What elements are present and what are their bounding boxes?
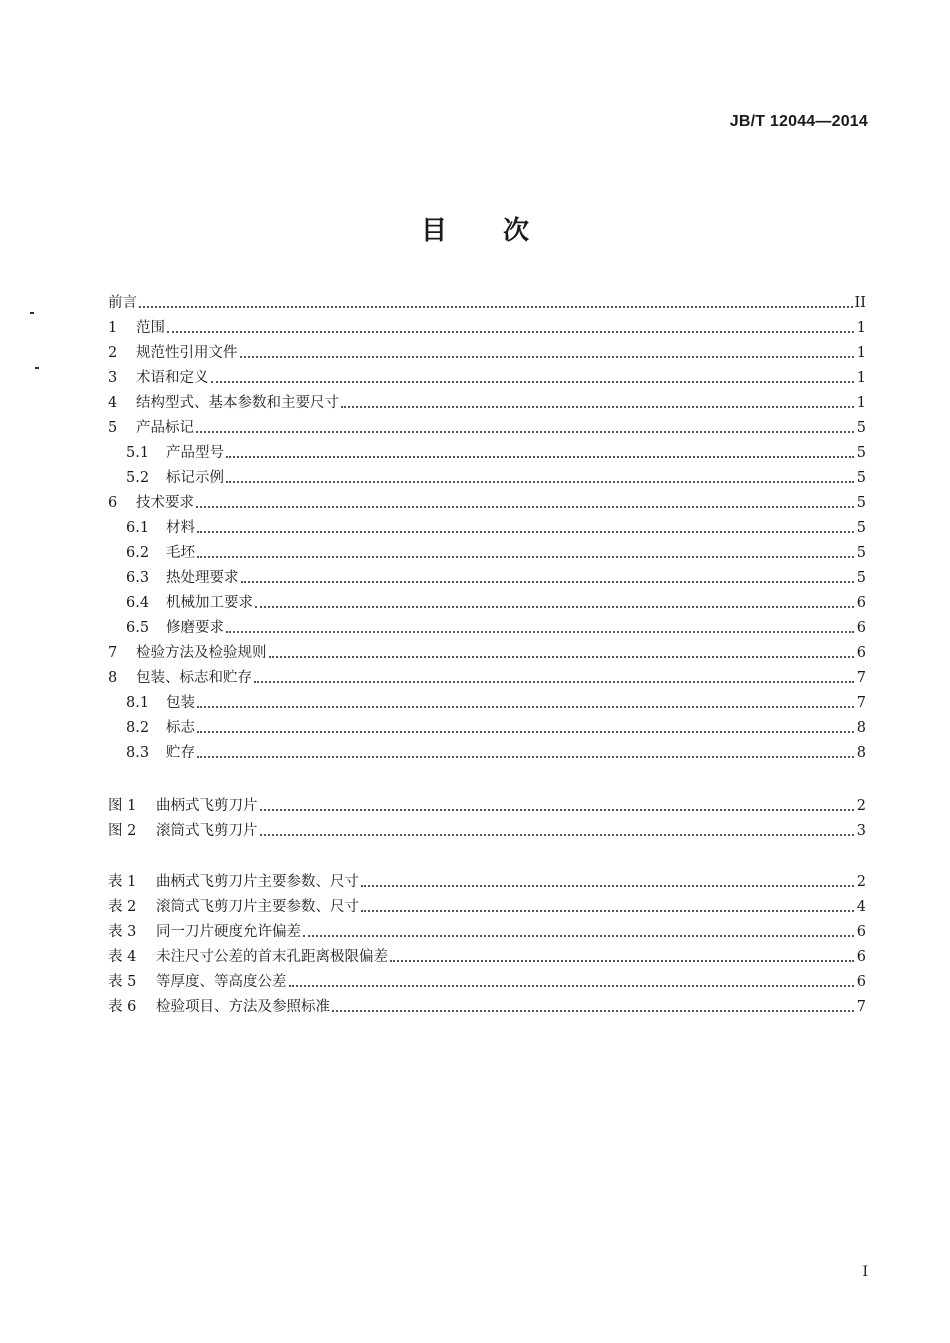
toc-entry-label: 机械加工要求	[166, 595, 253, 611]
leader-dots	[197, 706, 854, 708]
leader-dots	[167, 331, 854, 333]
toc-entry[interactable]	[108, 666, 866, 691]
toc-entry-page: 1	[856, 370, 866, 386]
standard-code: JB/T 12044—2014	[729, 113, 868, 130]
toc-entry-page: 6	[856, 924, 866, 940]
toc-entry-label: 产品标记	[136, 420, 194, 436]
toc-entry-label: 检验方法及检验规则	[136, 645, 267, 661]
toc-entry-page: 8	[856, 745, 866, 761]
leader-dots	[303, 935, 854, 937]
toc-entry-label: 结构型式、基本参数和主要尺寸	[136, 395, 339, 411]
toc-entry-label: 毛坯	[166, 545, 195, 561]
toc-entry-label: 范围	[136, 320, 165, 336]
leader-dots	[226, 481, 854, 483]
toc-figures	[108, 794, 866, 844]
leader-dots	[332, 1010, 854, 1012]
toc-entry[interactable]	[108, 616, 866, 641]
toc-entry-page: 1	[856, 395, 866, 411]
toc-entry-page: 5	[856, 495, 866, 511]
toc-entry[interactable]	[108, 691, 866, 716]
toc-entry-label: 滚筒式飞剪刀片	[156, 823, 258, 839]
toc-entry-label: 包装	[166, 695, 195, 711]
toc-entry-number: 1	[108, 320, 118, 336]
toc-entry-label: 前言	[108, 295, 137, 311]
toc-entry-number: 表 1	[108, 874, 137, 890]
toc-entry-number: 5.2	[126, 470, 150, 486]
toc-entry[interactable]	[108, 566, 866, 591]
toc-table-entry[interactable]	[108, 870, 866, 895]
toc-entry-page: 1	[856, 320, 866, 336]
toc-entry-page: 5	[856, 420, 866, 436]
toc-entry[interactable]	[108, 316, 866, 341]
toc-entry[interactable]	[108, 466, 866, 491]
toc-entry[interactable]	[108, 641, 866, 666]
toc-entry-label: 规范性引用文件	[136, 345, 238, 361]
leader-dots	[289, 985, 855, 987]
toc-entry-label: 滚筒式飞剪刀片主要参数、尺寸	[156, 899, 359, 915]
toc-entry-page: 5	[856, 445, 866, 461]
toc-entry-number: 6.2	[126, 545, 150, 561]
toc-entry-number: 图 1	[108, 798, 137, 814]
toc-entry-number: 4	[108, 395, 118, 411]
leader-dots	[241, 581, 855, 583]
toc-entry-page: 6	[856, 645, 866, 661]
toc-entry-number: 5	[108, 420, 118, 436]
toc-entry-page: 8	[856, 720, 866, 736]
leader-dots	[226, 631, 854, 633]
toc-entry-page: 5	[856, 570, 866, 586]
toc-entry-page: 7	[856, 999, 866, 1015]
toc-table-entry[interactable]	[108, 970, 866, 995]
toc-entry-label: 产品型号	[166, 445, 224, 461]
toc-tables	[108, 870, 866, 1020]
leader-dots	[196, 431, 854, 433]
toc-entry-label: 曲柄式飞剪刀片主要参数、尺寸	[156, 874, 359, 890]
leader-dots	[361, 885, 854, 887]
leader-dots	[197, 556, 854, 558]
scan-mark	[30, 312, 34, 314]
toc-entry-label: 标记示例	[166, 470, 224, 486]
toc-entry-number: 6.4	[126, 595, 150, 611]
leader-dots	[139, 306, 853, 308]
toc-entry-number: 2	[108, 345, 118, 361]
toc-entry-label: 技术要求	[136, 495, 194, 511]
toc-entry-label: 贮存	[166, 745, 195, 761]
toc-entry[interactable]	[108, 391, 866, 416]
toc-table-entry[interactable]	[108, 920, 866, 945]
toc-entry-label: 检验项目、方法及参照标准	[156, 999, 330, 1015]
leader-dots	[260, 834, 855, 836]
toc-entry-number: 8.2	[126, 720, 150, 736]
toc-entry-number: 表 2	[108, 899, 137, 915]
toc-entry-number: 8.1	[126, 695, 150, 711]
toc-entry-page: 6	[856, 974, 866, 990]
toc-entry-page: 5	[856, 545, 866, 561]
toc-entry[interactable]	[108, 516, 866, 541]
leader-dots	[196, 506, 854, 508]
page-title	[0, 210, 950, 247]
toc-sections	[108, 291, 866, 766]
toc-entry-label: 材料	[166, 520, 195, 536]
toc-entry-label: 标志	[166, 720, 195, 736]
toc-entry-label: 术语和定义	[136, 370, 209, 386]
toc-entry-page: 1	[856, 345, 866, 361]
toc-entry-label: 修磨要求	[166, 620, 224, 636]
toc-entry-number: 6.5	[126, 620, 150, 636]
toc-entry-number: 7	[108, 645, 118, 661]
toc-entry-page: II	[854, 295, 866, 311]
leader-dots	[226, 456, 854, 458]
toc-entry-label: 未注尺寸公差的首末孔距离极限偏差	[156, 949, 388, 965]
toc-entry-page: 5	[856, 470, 866, 486]
toc-entry-number: 表 6	[108, 999, 137, 1015]
toc-entry-page: 6	[856, 620, 866, 636]
toc-entry-page: 6	[856, 595, 866, 611]
title-part-2: 次	[503, 216, 530, 246]
toc-entry-page: 4	[856, 899, 866, 915]
toc-entry-page: 6	[856, 949, 866, 965]
toc-entry-number: 6.3	[126, 570, 150, 586]
toc-entry-number: 6	[108, 495, 118, 511]
toc-entry-page: 5	[856, 520, 866, 536]
toc-entry-page: 7	[856, 670, 866, 686]
toc-entry[interactable]	[108, 366, 866, 391]
toc-entry-number: 8	[108, 670, 118, 686]
toc-entry[interactable]	[108, 716, 866, 741]
toc-entry[interactable]	[108, 541, 866, 566]
toc-entry[interactable]	[108, 741, 866, 766]
toc-entry[interactable]	[108, 491, 866, 516]
toc-entry-number: 8.3	[126, 745, 150, 761]
toc-entry-page: 7	[856, 695, 866, 711]
toc-entry-label: 等厚度、等高度公差	[156, 974, 287, 990]
toc-entry[interactable]	[108, 291, 866, 316]
leader-dots	[254, 681, 854, 683]
toc-entry-label: 热处理要求	[166, 570, 239, 586]
leader-dots	[197, 756, 854, 758]
toc-entry-label: 同一刀片硬度允许偏差	[156, 924, 301, 940]
toc-figure-entry[interactable]	[108, 794, 866, 819]
toc-entry-number: 3	[108, 370, 118, 386]
leader-dots	[197, 731, 854, 733]
toc-figure-entry[interactable]	[108, 819, 866, 844]
toc-entry-number: 表 3	[108, 924, 137, 940]
leader-dots	[361, 910, 854, 912]
toc-entry[interactable]	[108, 416, 866, 441]
leader-dots	[255, 606, 854, 608]
leader-dots	[269, 656, 855, 658]
scan-mark	[35, 367, 39, 369]
leader-dots	[240, 356, 855, 358]
toc-entry-page: 2	[856, 798, 866, 814]
toc-entry-number: 图 2	[108, 823, 137, 839]
title-part-1: 目	[420, 216, 447, 246]
toc-entry-number: 表 4	[108, 949, 137, 965]
toc-entry[interactable]	[108, 591, 866, 616]
leader-dots	[260, 809, 855, 811]
page-number: I	[862, 1264, 868, 1280]
toc-table-entry[interactable]	[108, 895, 866, 920]
toc-entry-number: 6.1	[126, 520, 150, 536]
leader-dots	[211, 381, 855, 383]
leader-dots	[197, 531, 854, 533]
toc-entry-page: 3	[856, 823, 866, 839]
toc-entry[interactable]	[108, 341, 866, 366]
toc-entry-number: 5.1	[126, 445, 150, 461]
toc-entry-label: 包装、标志和贮存	[136, 670, 252, 686]
toc-entry-label: 曲柄式飞剪刀片	[156, 798, 258, 814]
toc-entry-page: 2	[856, 874, 866, 890]
toc-entry[interactable]	[108, 441, 866, 466]
leader-dots	[341, 406, 854, 408]
leader-dots	[390, 960, 854, 962]
toc-entry-number: 表 5	[108, 974, 137, 990]
toc-table-entry[interactable]	[108, 945, 866, 970]
toc-table-entry[interactable]	[108, 995, 866, 1020]
